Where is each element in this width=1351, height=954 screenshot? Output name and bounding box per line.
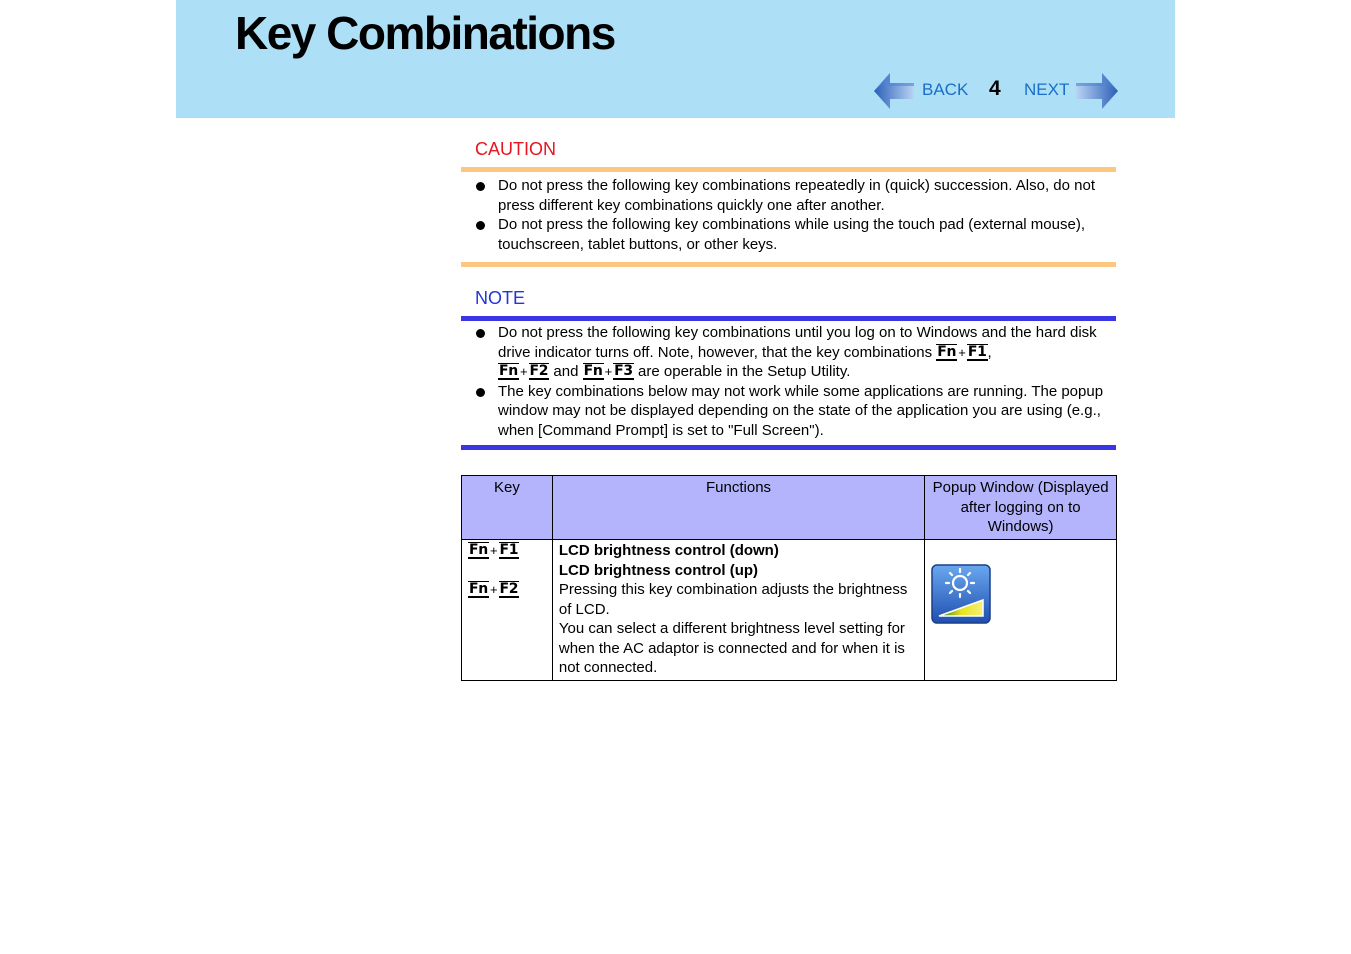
column-header-functions: Functions	[552, 476, 924, 540]
next-link[interactable]: NEXT	[1024, 80, 1070, 99]
back-link[interactable]: BACK	[922, 80, 969, 99]
caution-list	[475, 176, 1115, 254]
note-heading: NOTE	[475, 288, 526, 308]
note-bottom-rule	[461, 445, 1116, 450]
note-box	[461, 284, 1116, 452]
f2-key: F2	[499, 581, 519, 597]
bullet-icon	[476, 329, 485, 338]
function-title-up: LCD brightness control (up)	[558, 561, 759, 579]
brightness-icon	[931, 564, 991, 624]
note-list	[475, 323, 1115, 440]
column-header-popup: Popup Window (Displayed after logging on to Windows)	[925, 476, 1117, 540]
next-arrow-icon[interactable]	[1076, 72, 1118, 110]
caution-heading: CAUTION	[475, 139, 556, 159]
column-header-key: Key	[462, 476, 553, 540]
list-item: Do not press the following key combinations repeatedly in (quick) succession. Also, do not press different key combinations quickly one after another.	[475, 176, 1115, 215]
page-number: 4	[989, 77, 1001, 100]
fn-key: Fn	[583, 363, 603, 379]
bullet-icon	[476, 388, 485, 397]
function-description: Pressing this key combination adjusts the brightness of LCD.	[558, 581, 908, 618]
f2-key: F2	[529, 363, 549, 379]
key-cell: Fn + F1 Fn + F2	[462, 540, 553, 681]
fn-key: Fn	[469, 581, 488, 597]
page-header	[176, 0, 1175, 118]
caution-top-rule	[461, 167, 1116, 172]
popup-cell	[925, 540, 1117, 681]
table-header-row	[462, 476, 1117, 540]
table-row	[462, 540, 1117, 681]
f3-key: F3	[614, 363, 633, 379]
key-combinations-table	[461, 475, 1117, 681]
bullet-icon	[476, 221, 485, 230]
function-title-down: LCD brightness control (down)	[558, 542, 779, 559]
fn-key: Fn	[469, 542, 488, 558]
back-arrow-icon[interactable]	[874, 72, 914, 110]
note-top-rule	[461, 316, 1116, 321]
page-title: Key Combinations	[235, 7, 615, 59]
fn-key: Fn	[499, 363, 518, 379]
functions-cell	[552, 540, 924, 681]
bullet-icon	[476, 182, 485, 191]
function-description: You can select a different brightness level setting for when the AC adaptor is connected and for when it is not connected.	[558, 620, 905, 676]
f1-key: F1	[967, 343, 987, 360]
list-item: The key combinations below may not work while some applications are running. The popup window may not be displayed depending on the state of the application you are using (e.g., when [Command Prompt] is set to "Full Screen").	[475, 382, 1115, 441]
list-item: Do not press the following key combinations while using the touch pad (external mouse), touchscreen, tablet buttons, or other keys.	[475, 215, 1115, 254]
fn-key: Fn	[937, 343, 957, 360]
caution-box	[461, 135, 1116, 270]
list-item: Do not press the following key combinations until you log on to Windows and the hard disk drive indicator turns off. Note, however, that the key combinations Fn + F1, Fn + F2 and Fn + F3 are operable in the Setup Utility.	[475, 323, 1115, 382]
caution-bottom-rule	[461, 262, 1116, 267]
f1-key: F1	[499, 542, 519, 558]
